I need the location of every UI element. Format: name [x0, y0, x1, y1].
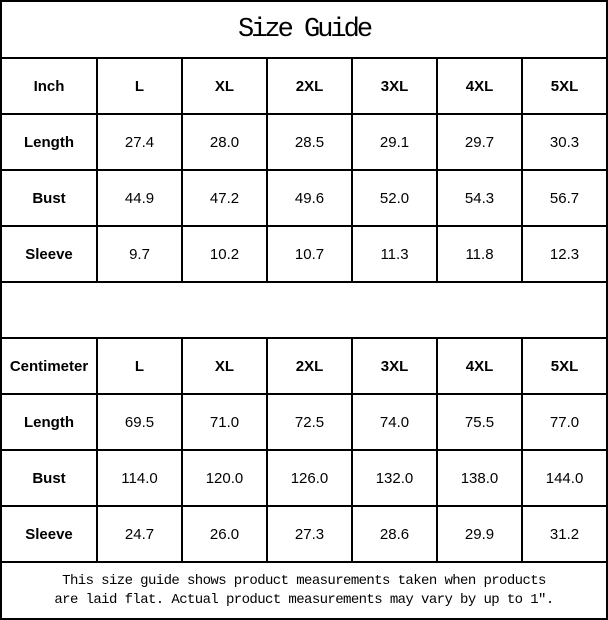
- size-value-cell: 12.3: [522, 226, 607, 282]
- size-value-cell: 77.0: [522, 394, 607, 450]
- row-label-length: Length: [1, 114, 97, 170]
- size-value-cell: 11.8: [437, 226, 522, 282]
- inch-sleeve-row: [1, 226, 607, 282]
- size-value-cell: 28.0: [182, 114, 267, 170]
- size-column-header-2xl: 2XL: [267, 58, 352, 114]
- row-label-sleeve: Sleeve: [1, 506, 97, 562]
- inch-length-row: [1, 114, 607, 170]
- footer-note: [1, 562, 607, 619]
- inch-header-row: [1, 58, 607, 114]
- size-value-cell: 26.0: [182, 506, 267, 562]
- footer-row: [1, 562, 607, 619]
- size-value-cell: 52.0: [352, 170, 437, 226]
- size-value-cell: 27.3: [267, 506, 352, 562]
- size-value-cell: 132.0: [352, 450, 437, 506]
- row-label-length: Length: [1, 394, 97, 450]
- size-value-cell: 126.0: [267, 450, 352, 506]
- size-column-header-4xl: 4XL: [437, 58, 522, 114]
- inch-bust-row: [1, 170, 607, 226]
- size-value-cell: 75.5: [437, 394, 522, 450]
- spacer-row: [1, 282, 607, 338]
- row-label-bust: Bust: [1, 170, 97, 226]
- size-column-header-xl: XL: [182, 58, 267, 114]
- size-value-cell: 69.5: [97, 394, 182, 450]
- size-value-cell: 144.0: [522, 450, 607, 506]
- size-value-cell: 138.0: [437, 450, 522, 506]
- size-value-cell: 28.5: [267, 114, 352, 170]
- size-value-cell: 28.6: [352, 506, 437, 562]
- size-value-cell: 10.7: [267, 226, 352, 282]
- size-value-cell: 47.2: [182, 170, 267, 226]
- size-value-cell: 56.7: [522, 170, 607, 226]
- size-value-cell: 9.7: [97, 226, 182, 282]
- cm-unit-header: Centimeter: [1, 338, 97, 394]
- size-value-cell: 27.4: [97, 114, 182, 170]
- size-value-cell: 29.9: [437, 506, 522, 562]
- footer-note-line-2: are laid flat. Actual product measurements may vary by up to 1″.: [54, 591, 554, 608]
- size-value-cell: 72.5: [267, 394, 352, 450]
- spacer-cell: [1, 282, 607, 338]
- size-column-header-l: L: [97, 338, 182, 394]
- size-value-cell: 31.2: [522, 506, 607, 562]
- size-value-cell: 120.0: [182, 450, 267, 506]
- size-value-cell: 71.0: [182, 394, 267, 450]
- cm-length-row: [1, 394, 607, 450]
- size-value-cell: 29.1: [352, 114, 437, 170]
- size-value-cell: 49.6: [267, 170, 352, 226]
- size-value-cell: 30.3: [522, 114, 607, 170]
- size-value-cell: 54.3: [437, 170, 522, 226]
- size-column-header-xl: XL: [182, 338, 267, 394]
- size-column-header-3xl: 3XL: [352, 338, 437, 394]
- size-column-header-3xl: 3XL: [352, 58, 437, 114]
- cm-sleeve-row: [1, 506, 607, 562]
- footer-note-line-1: This size guide shows product measurements taken when products: [62, 572, 546, 589]
- size-value-cell: 10.2: [182, 226, 267, 282]
- size-column-header-5xl: 5XL: [522, 58, 607, 114]
- row-label-sleeve: Sleeve: [1, 226, 97, 282]
- title-row: [1, 1, 607, 58]
- size-value-cell: 29.7: [437, 114, 522, 170]
- size-column-header-5xl: 5XL: [522, 338, 607, 394]
- size-value-cell: 24.7: [97, 506, 182, 562]
- size-value-cell: 44.9: [97, 170, 182, 226]
- size-value-cell: 114.0: [97, 450, 182, 506]
- row-label-bust: Bust: [1, 450, 97, 506]
- size-column-header-2xl: 2XL: [267, 338, 352, 394]
- size-value-cell: 11.3: [352, 226, 437, 282]
- size-column-header-l: L: [97, 58, 182, 114]
- inch-unit-header: Inch: [1, 58, 97, 114]
- size-column-header-4xl: 4XL: [437, 338, 522, 394]
- page-title: Size Guide: [1, 1, 607, 58]
- size-value-cell: 74.0: [352, 394, 437, 450]
- cm-bust-row: [1, 450, 607, 506]
- cm-header-row: [1, 338, 607, 394]
